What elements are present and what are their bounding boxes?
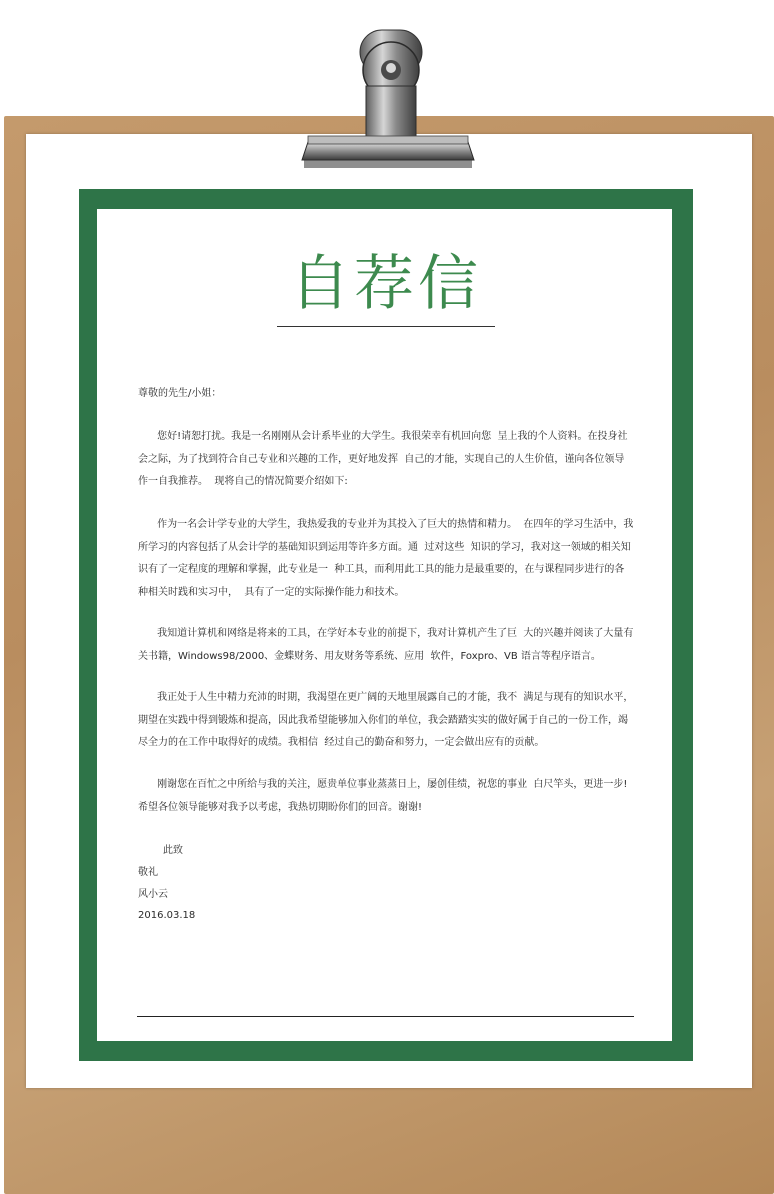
closing: 此致 bbox=[163, 845, 183, 856]
bottom-divider bbox=[137, 1016, 634, 1017]
regards: 敬礼 bbox=[138, 867, 158, 878]
date: 2016.03.18 bbox=[138, 910, 196, 921]
title-divider bbox=[277, 326, 495, 327]
paragraph-5: 刚谢您在百忙之中所给与我的关注，愿贵单位事业蒸蒸日上，屡创佳绩，祝您的事业 白尺竿头，更进一步! 希望各位领导能够对我予以考虑，我热切期盼你们的回音。谢谢! bbox=[138, 779, 634, 813]
salutation: 尊敬的先生/小姐： bbox=[138, 388, 222, 399]
signature: 风小云 bbox=[138, 889, 168, 900]
paragraph-2: 作为一名会计学专业的大学生，我热爱我的专业并为其投入了巨大的热情和精力。 在四年的学习生活中，我所学习的内容包括了从会计学的基础知识到运用等许多方面。通 过对这些 知识的学习，我对这一领域的相关知识有了一定程度的理解和掌握，此专业是一 种工具，而利用此工具的能力是最重要的，在与课程同步进行的各种相关时践和实习中， 具有了一定的实际操作能力和技术。 bbox=[138, 519, 634, 598]
paragraph-1: 您好!请恕打扰。我是一名刚刚从会计系毕业的大学生。我很荣幸有机回向您 呈上我的个人资料。在投身社会之际，为了找到符合自己专业和兴趣的工作，更好地发挥 自己的才能，实现自己的人生价值，谨向各位领导作一自我推荐。 现将自己的情况简要介绍如下: bbox=[138, 431, 628, 487]
paragraph-3: 我知道计算机和网络是将来的工具，在学好本专业的前提下，我对计算机产生了巨 大的兴趣并阅读了大量有关书籍，Windows98/2000、金蝶财务、用友财务等系统、应用 软件，Foxpro、VB 语言等程序语言。 bbox=[138, 628, 634, 662]
letter-title: 自荐信 bbox=[290, 249, 482, 319]
paragraph-4: 我正处于人生中精力充沛的时期，我渴望在更广阔的天地里展露自己的才能，我不 满足与现有的知识水平，期望在实践中得到锻炼和提高，因此我希望能够加入你们的单位，我会踏踏实实的做好属于自己的一份工作，竭尽全力的在工作中取得好的成绩。我相信 经过自己的勤奋和努力，一定会做出应有的贡献。 bbox=[138, 692, 634, 748]
binder-clip-icon bbox=[300, 26, 476, 176]
